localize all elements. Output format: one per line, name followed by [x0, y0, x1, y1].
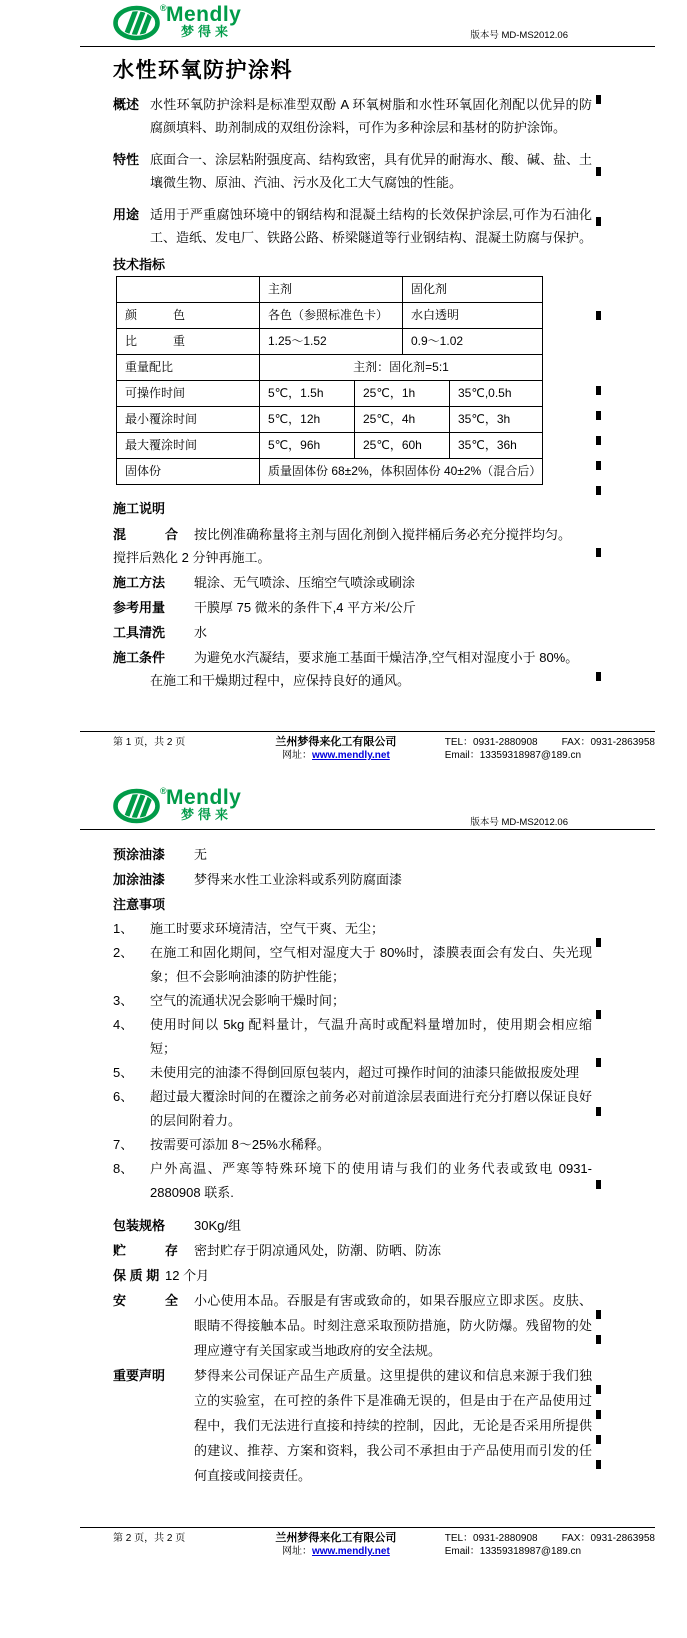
usage-text: 适用于严重腐蚀环境中的钢结构和混凝土结构的长效保护涂层,可作为石油化工、造纸、发电厂、铁路公路、桥梁隧道等行业钢结构、混凝土防腐与保护。	[150, 207, 593, 245]
footer-page-1	[80, 731, 655, 763]
safety-label: 安 全	[113, 1293, 179, 1308]
note-item-7: 7、 按需要可添加 8～25%水稀释。	[113, 1137, 330, 1152]
header-divider	[80, 46, 655, 47]
table-row-ratio: 重量配比 主剂：固化剂=5:1	[117, 354, 542, 380]
revision-mark	[596, 1410, 601, 1419]
overview-text: 水性环氧防护涂料是标准型双酚 A 环氧树脂和水性环氧固化剂配以优异的防腐颜填料、助剂制成的双组份涂料，可作为多种涂层和基材的防护涂饰。	[150, 97, 592, 135]
revision-mark	[596, 938, 601, 947]
footer-divider	[80, 1527, 655, 1528]
version-label: 版本号 MD-MS2012.06	[470, 30, 568, 41]
page-header	[113, 0, 592, 46]
row-packing	[113, 1213, 592, 1238]
header-divider	[80, 829, 655, 830]
row-dosage	[113, 596, 592, 619]
revision-mark	[596, 95, 601, 104]
mixing-label: 混 合	[113, 527, 179, 542]
email-address: Email：13359318987@189.cn	[444, 1546, 582, 1557]
revision-mark	[596, 386, 601, 395]
revision-mark	[596, 1385, 601, 1394]
condition-text: 为避免水汽凝结，要求施工基面干燥洁净,空气相对湿度小于 80%。	[194, 650, 579, 665]
notes-heading: 注意事项	[113, 897, 166, 912]
packing-text: 30Kg/组	[194, 1218, 241, 1233]
mendly-logo-icon	[113, 788, 161, 824]
condition-continuation: 在施工和干燥期过程中，应保持良好的通风。	[150, 673, 411, 688]
mixing-continuation: 搅拌后熟化 2 分钟再施工。	[113, 550, 271, 565]
topcoat-label: 加涂油漆	[113, 872, 166, 887]
table-row-min-recoat: 最小覆涂时间 5℃，12h 25℃，4h 35℃，3h	[117, 406, 542, 432]
website-label: 网址：	[282, 1546, 312, 1557]
shelf-life-label: 保 质 期	[113, 1268, 160, 1283]
header-cell-hardener: 固化剂	[402, 277, 542, 302]
page-number: 第 1 页，共 2 页	[113, 737, 186, 748]
revision-mark	[596, 411, 601, 420]
revision-mark	[596, 1180, 601, 1189]
method-text: 辊涂、无气喷涂、压缩空气喷涂或刷涂	[194, 575, 416, 590]
row-storage	[113, 1238, 592, 1263]
revision-mark	[596, 311, 601, 320]
construction-heading: 施工说明	[113, 501, 166, 516]
row-precoat	[113, 842, 592, 867]
row-cleaning	[113, 621, 592, 644]
table-row-solids: 固体份 质量固体份 68±2%，体积固体份 40±2%（混合后）	[117, 458, 542, 484]
registered-mark: ®	[160, 3, 167, 13]
header-cell-empty	[117, 277, 259, 302]
mendly-logo	[113, 788, 303, 824]
features-text: 底面合一、涂层粘附强度高、结构致密，具有优异的耐海水、酸、碱、盐、土壤微生物、原油、汽油、污水及化工大气腐蚀的性能。	[150, 152, 593, 190]
tel-number: TEL：0931-2880908	[444, 737, 538, 748]
revision-mark	[596, 672, 601, 681]
revision-mark	[596, 1335, 601, 1344]
usage-label: 用途	[113, 207, 140, 222]
row-method	[113, 571, 592, 594]
footer-page-2	[80, 1527, 655, 1559]
registered-mark: ®	[160, 786, 167, 796]
note-item-6: 6、 超过最大覆涂时间的在覆涂之前务必对前道涂层表面进行充分打磨以保证良好的层间附着力。	[113, 1089, 593, 1128]
revision-mark	[596, 1058, 601, 1067]
revision-mark	[596, 167, 601, 176]
section-features	[113, 148, 592, 194]
revision-mark	[596, 548, 601, 557]
revision-mark	[596, 1010, 601, 1019]
method-label: 施工方法	[113, 575, 166, 590]
dosage-label: 参考用量	[113, 600, 166, 615]
note-item-1: 1、 施工时要求环境清洁，空气干爽、无尘；	[113, 921, 385, 936]
dosage-text: 干膜厚 75 微米的条件下,4 平方米/公斤	[194, 600, 416, 615]
revision-mark	[596, 1460, 601, 1469]
version-label: 版本号 MD-MS2012.06	[470, 817, 568, 828]
page-header-2	[113, 783, 592, 829]
row-mixing	[113, 523, 592, 546]
page-title: 水性环氧防护涂料	[113, 59, 293, 82]
shelf-life-text: 12 个月	[165, 1268, 210, 1283]
fax-number: FAX：0931-2863958	[561, 737, 655, 748]
table-row-max-recoat: 最大覆涂时间 5℃，96h 25℃，60h 35℃，36h	[117, 432, 542, 458]
section-overview	[113, 93, 592, 139]
row-statement	[113, 1363, 592, 1488]
storage-text: 密封贮存于阴凉通风处，防潮、防晒、防冻	[194, 1243, 442, 1258]
revision-mark	[596, 461, 601, 470]
overview-label: 概述	[113, 97, 140, 112]
features-label: 特性	[113, 152, 140, 167]
tech-spec-heading: 技术指标	[113, 257, 166, 272]
company-name: 兰州梦得来化工有限公司	[275, 736, 397, 748]
note-item-5: 5、 未使用完的油漆不得倒回原包装内，超过可操作时间的油漆只能做报废处理	[113, 1065, 580, 1080]
email-address: Email：13359318987@189.cn	[444, 750, 582, 761]
row-condition	[113, 646, 592, 669]
page-1	[0, 0, 687, 768]
topcoat-text: 梦得来水性工业涂料或系列防腐面漆	[194, 872, 403, 887]
brand-name-cn: 梦得来	[181, 24, 233, 39]
tel-number: TEL：0931-2880908	[444, 1533, 538, 1544]
safety-text: 小心使用本品。吞服是有害或致命的，如果吞服应立即求医。皮肤、眼睛不得接触本品。时刻注意采取预防措施，防火防爆。残留物的处理应遵守有关国家或当地政府的安全法规。	[194, 1293, 592, 1358]
row-topcoat	[113, 867, 592, 892]
note-item-2: 2、 在施工和固化期间，空气相对湿度大于 80%时，漆膜表面会有发白、失光现象；但不会影响油漆的防护性能；	[113, 945, 592, 984]
website-label: 网址：	[282, 750, 312, 761]
fax-number: FAX：0931-2863958	[561, 1533, 655, 1544]
page-2	[0, 783, 687, 1638]
table-row-gravity: 比 重 1.25～1.52 0.9～1.02	[117, 328, 542, 354]
cleaning-label: 工具清洗	[113, 625, 166, 640]
row-shelf-life	[113, 1263, 592, 1288]
tech-spec-table	[116, 276, 543, 485]
mixing-text: 按比例准确称量将主剂与固化剂倒入搅拌桶后务必充分搅拌均匀。	[194, 527, 572, 542]
packing-label: 包装规格	[113, 1218, 166, 1233]
row-safety	[113, 1288, 592, 1363]
mendly-logo-icon	[113, 5, 161, 41]
revision-mark	[596, 1107, 601, 1116]
precoat-text: 无	[194, 847, 208, 862]
table-row-header	[117, 277, 542, 302]
revision-mark	[596, 1435, 601, 1444]
table-row-color: 颜 色 各色（参照标准色卡） 水白透明	[117, 302, 542, 328]
revision-mark	[596, 217, 601, 226]
page-number: 第 2 页，共 2 页	[113, 1533, 186, 1544]
storage-label: 贮 存	[113, 1243, 179, 1258]
statement-label: 重要声明	[113, 1368, 166, 1383]
revision-mark	[596, 436, 601, 445]
revision-mark	[596, 486, 601, 495]
table-row-pot-life: 可操作时间 5℃，1.5h 25℃，1h 35℃,0.5h	[117, 380, 542, 406]
mendly-logo	[113, 5, 303, 41]
brand-name-en: Mendly	[166, 3, 242, 26]
notes-list	[113, 917, 592, 1205]
company-name: 兰州梦得来化工有限公司	[275, 1532, 397, 1544]
revision-mark	[596, 1310, 601, 1319]
website-link[interactable]: www.mendly.net	[312, 750, 390, 761]
statement-text: 梦得来公司保证产品生产质量。这里提供的建议和信息来源于我们独立的实验室，在可控的条件下是准确无误的，但是由于在产品使用过程中，我们无法进行直接和持续的控制，因此，无论是否采用所提供的建议、推荐、方案和资料，我公司不承担由于产品使用而引发的任何直接或间接责任。	[194, 1368, 592, 1483]
brand-name-cn: 梦得来	[181, 807, 233, 822]
condition-label: 施工条件	[113, 650, 166, 665]
precoat-label: 预涂油漆	[113, 847, 166, 862]
brand-name-en: Mendly	[166, 786, 242, 809]
header-cell-main: 主剂	[259, 277, 402, 302]
website-link[interactable]: www.mendly.net	[312, 1546, 390, 1557]
section-usage	[113, 203, 592, 249]
note-item-8: 8、 户外高温、严寒等特殊环境下的使用请与我们的业务代表或致电 0931-2880908 联系.	[113, 1161, 592, 1200]
footer-divider	[80, 731, 655, 732]
note-item-4: 4、 使用时间以 5kg 配料量计，气温升高时或配料量增加时，使用期会相应缩短；	[113, 1017, 592, 1056]
cleaning-text: 水	[194, 625, 208, 640]
note-item-3: 3、 空气的流通状况会影响干燥时间；	[113, 993, 346, 1008]
